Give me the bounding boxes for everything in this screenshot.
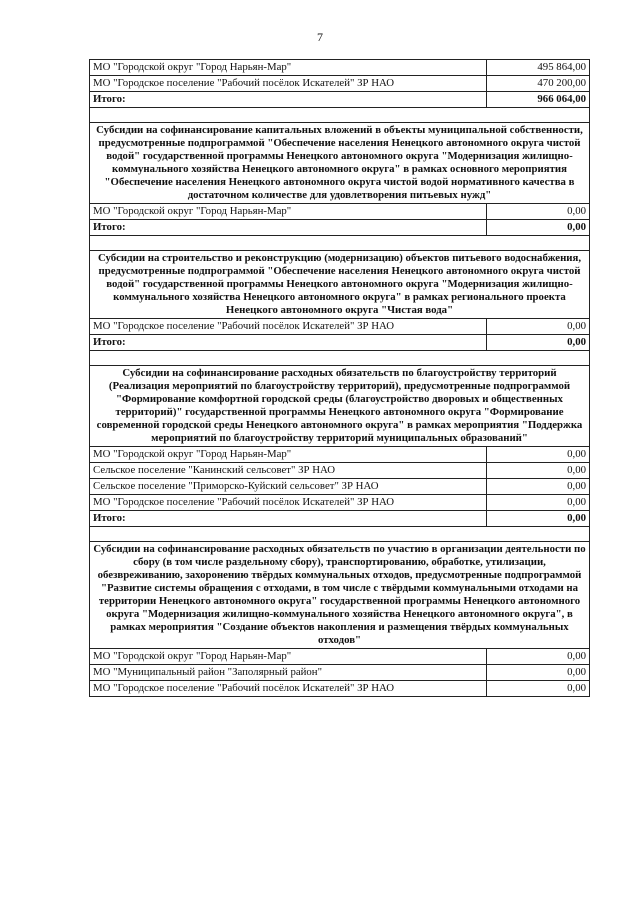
spacer-row <box>90 527 590 542</box>
amount-value: 0,00 <box>487 447 590 463</box>
page-number: 7 <box>317 30 323 44</box>
section-heading-row <box>90 123 590 204</box>
spacer-row <box>90 351 590 366</box>
section-heading: Субсидии на софинансирование расходных обязательств по благоустройству территорий (Реализация мероприятий по благоустройству территорий), предусмотренные подпрограммой "Формирование комфортной городской среды (благоустройство дворовых и общественных территорий)" государственной программы Ненецкого автономного округа "Формирование современной городской среды Ненецкого автономного округа" в рамках мероприятия "Поддержка мероприятий по благоустройству территорий муниципальных образований" <box>90 366 590 447</box>
amount-value: 0,00 <box>487 649 590 665</box>
municipality-name: МО "Городское поселение "Рабочий посёлок Искателей" ЗР НАО <box>90 681 487 697</box>
municipality-name: МО "Городской округ "Город Нарьян-Мар" <box>90 60 487 76</box>
total-label: Итого: <box>90 92 487 108</box>
table-row <box>90 204 590 220</box>
total-label: Итого: <box>90 511 487 527</box>
table-row <box>90 463 590 479</box>
section-heading-row <box>90 366 590 447</box>
spacer-cell <box>90 236 590 251</box>
amount-value: 0,00 <box>487 681 590 697</box>
section-heading-row <box>90 251 590 319</box>
table-row <box>90 76 590 92</box>
amount-value: 470 200,00 <box>487 76 590 92</box>
section-heading-row <box>90 542 590 649</box>
municipality-name: Сельское поселение "Приморско-Куйский сельсовет" ЗР НАО <box>90 479 487 495</box>
spacer-cell <box>90 351 590 366</box>
total-row <box>90 335 590 351</box>
total-row <box>90 220 590 236</box>
municipality-name: МО "Городской округ "Город Нарьян-Мар" <box>90 204 487 220</box>
table-row <box>90 479 590 495</box>
amount-value: 0,00 <box>487 204 590 220</box>
municipality-name: МО "Городское поселение "Рабочий посёлок Искателей" ЗР НАО <box>90 319 487 335</box>
spacer-cell <box>90 108 590 123</box>
amount-value: 0,00 <box>487 319 590 335</box>
municipality-name: МО "Городской округ "Город Нарьян-Мар" <box>90 649 487 665</box>
table-row <box>90 447 590 463</box>
amount-value: 0,00 <box>487 495 590 511</box>
table-row <box>90 319 590 335</box>
spacer-cell <box>90 527 590 542</box>
amount-value: 0,00 <box>487 665 590 681</box>
total-value: 0,00 <box>487 335 590 351</box>
section-heading: Субсидии на софинансирование капитальных вложений в объекты муниципальной собственности, предусмотренные подпрограммой "Обеспечение населения Ненецкого автономного округа чистой водой" государственной программы Ненецкого автономного округа "Модернизация жилищно-коммунального хозяйства Ненецкого автономного округа" в рамках основного мероприятия "Обеспечение населения Ненецкого автономного округа чистой водой нормативного качества в достаточном количестве для удовлетворения питьевых нужд" <box>90 123 590 204</box>
amount-value: 0,00 <box>487 463 590 479</box>
table-row <box>90 681 590 697</box>
subsidy-table <box>89 59 590 697</box>
municipality-name: МО "Муниципальный район "Заполярный район" <box>90 665 487 681</box>
table-row <box>90 495 590 511</box>
municipality-name: МО "Городское поселение "Рабочий посёлок Искателей" ЗР НАО <box>90 76 487 92</box>
section-heading: Субсидии на софинансирование расходных обязательств по участию в организации деятельности по сбору (в том числе раздельному сбору), транспортированию, обработке, утилизации, обезвреживанию, захоронению твёрдых коммунальных отходов, предусмотренные подпрограммой "Развитие системы обращения с отходами, в том числе с твёрдыми коммунальными отходами на территории Ненецкого автономного округа" государственной программы Ненецкого автономного округа "Модернизация жилищно-коммунального хозяйства Ненецкого автономного округа", в рамках мероприятия "Создание объектов накопления и размещения твёрдых коммунальных отходов" <box>90 542 590 649</box>
table-row <box>90 665 590 681</box>
table-row <box>90 649 590 665</box>
municipality-name: Сельское поселение "Канинский сельсовет" ЗР НАО <box>90 463 487 479</box>
total-row <box>90 511 590 527</box>
total-label: Итого: <box>90 220 487 236</box>
table-row <box>90 60 590 76</box>
municipality-name: МО "Городской округ "Город Нарьян-Мар" <box>90 447 487 463</box>
spacer-row <box>90 108 590 123</box>
amount-value: 495 864,00 <box>487 60 590 76</box>
total-row <box>90 92 590 108</box>
total-value: 966 064,00 <box>487 92 590 108</box>
amount-value: 0,00 <box>487 479 590 495</box>
total-label: Итого: <box>90 335 487 351</box>
spacer-row <box>90 236 590 251</box>
municipality-name: МО "Городское поселение "Рабочий посёлок Искателей" ЗР НАО <box>90 495 487 511</box>
total-value: 0,00 <box>487 220 590 236</box>
total-value: 0,00 <box>487 511 590 527</box>
section-heading: Субсидии на строительство и реконструкцию (модернизацию) объектов питьевого водоснабжения, предусмотренные подпрограммой "Обеспечение населения Ненецкого автономного округа чистой водой" государственной программы Ненецкого автономного округа "Модернизация жилищно-коммунального хозяйства Ненецкого автономного округа" в рамках регионального проекта Ненецкого автономного округа "Чистая вода" <box>90 251 590 319</box>
